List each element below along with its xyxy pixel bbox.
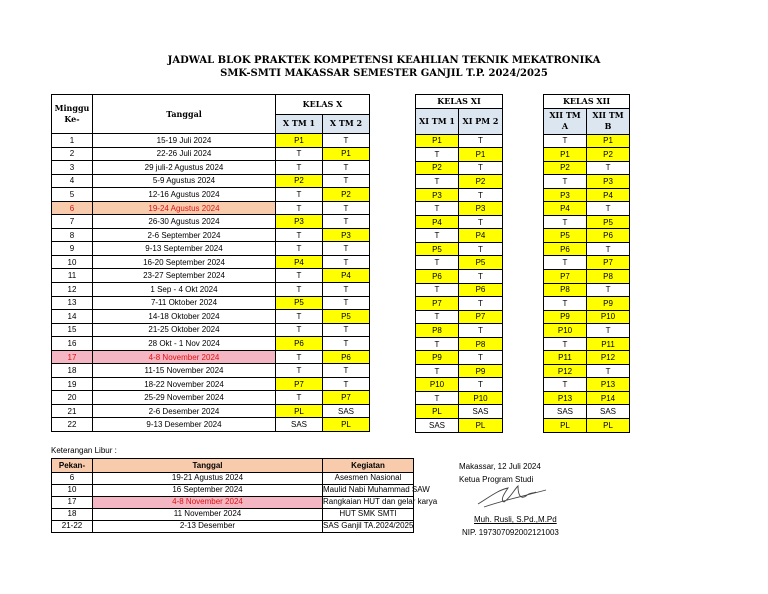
cell-kelas-x: PL bbox=[276, 404, 323, 418]
table-row bbox=[416, 297, 503, 311]
cell-kelas-x: T bbox=[276, 269, 323, 283]
cell-kelas-xii: P8 bbox=[544, 283, 587, 297]
cell-kelas-x: PL bbox=[323, 418, 370, 432]
table-row bbox=[52, 228, 370, 242]
table-row bbox=[52, 377, 370, 391]
table-row bbox=[416, 161, 503, 175]
week-date: 26-30 Agustus 2024 bbox=[93, 215, 276, 229]
cell-kelas-xii: P6 bbox=[587, 229, 630, 243]
cell-kelas-x: T bbox=[323, 134, 370, 148]
cell-kelas-x: P1 bbox=[323, 147, 370, 161]
table-row bbox=[544, 419, 630, 433]
schedule-table-kelas-xi bbox=[415, 94, 503, 433]
header-kelas-x: KELAS X bbox=[276, 95, 370, 115]
cell-kelas-x: T bbox=[276, 161, 323, 175]
table-row bbox=[544, 324, 630, 338]
table-row bbox=[52, 147, 370, 161]
cell-kelas-xii: P13 bbox=[587, 378, 630, 392]
signature-place-date: Makassar, 12 Juli 2024 bbox=[459, 462, 541, 471]
cell-kelas-xi: P6 bbox=[416, 270, 459, 284]
table-row bbox=[544, 202, 630, 216]
table-row bbox=[544, 242, 630, 256]
table-row bbox=[52, 364, 370, 378]
cell-kelas-xii: P9 bbox=[587, 297, 630, 311]
table-row bbox=[416, 148, 503, 162]
cell-kelas-xii: P10 bbox=[587, 310, 630, 324]
table-row bbox=[544, 351, 630, 365]
week-number: 1 bbox=[52, 134, 93, 148]
cell-kelas-x: P6 bbox=[276, 337, 323, 351]
table-row bbox=[544, 378, 630, 392]
table-row bbox=[416, 419, 503, 433]
week-number: 4 bbox=[52, 174, 93, 188]
table-row bbox=[52, 242, 370, 256]
cell-kelas-xi: T bbox=[459, 351, 503, 365]
table-row bbox=[416, 270, 503, 284]
week-date: 12-16 Agustus 2024 bbox=[93, 188, 276, 202]
week-date: 18-22 November 2024 bbox=[93, 377, 276, 391]
cell-kelas-xii: T bbox=[587, 324, 630, 338]
table-row bbox=[52, 188, 370, 202]
table-row bbox=[52, 283, 370, 297]
cell-kelas-xi: T bbox=[416, 391, 459, 405]
cell-kelas-xii: P13 bbox=[544, 391, 587, 405]
table-row bbox=[52, 323, 370, 337]
cell-kelas-xii: P1 bbox=[544, 148, 587, 162]
table-row bbox=[52, 296, 370, 310]
cell-kelas-xii: T bbox=[544, 378, 587, 392]
libur-tgl: 16 September 2024 bbox=[93, 484, 323, 496]
libur-pekan: 17 bbox=[52, 496, 93, 508]
table-row bbox=[52, 520, 414, 532]
week-number: 14 bbox=[52, 310, 93, 324]
libur-kegiatan: Asesmen Nasional bbox=[323, 472, 414, 484]
cell-kelas-x: T bbox=[276, 364, 323, 378]
cell-kelas-x: T bbox=[323, 215, 370, 229]
table-row bbox=[544, 188, 630, 202]
cell-kelas-x: P4 bbox=[323, 269, 370, 283]
cell-kelas-xii: P14 bbox=[587, 391, 630, 405]
cell-kelas-x: SAS bbox=[276, 418, 323, 432]
cell-kelas-xi: P4 bbox=[416, 215, 459, 229]
table-row bbox=[52, 161, 370, 175]
title-line-1: JADWAL BLOK PRAKTEK KOMPETENSI KEAHLIAN TEKNIK MEKATRONIKA bbox=[167, 55, 601, 66]
week-date: 2-6 September 2024 bbox=[93, 228, 276, 242]
cell-kelas-xi: T bbox=[459, 378, 503, 392]
cell-kelas-x: P4 bbox=[276, 255, 323, 269]
cell-kelas-xi: T bbox=[459, 242, 503, 256]
week-number: 12 bbox=[52, 283, 93, 297]
table-row bbox=[416, 175, 503, 189]
cell-kelas-xi: T bbox=[459, 297, 503, 311]
week-number: 22 bbox=[52, 418, 93, 432]
cell-kelas-x: T bbox=[323, 364, 370, 378]
cell-kelas-xi: T bbox=[459, 188, 503, 202]
table-row bbox=[416, 364, 503, 378]
week-number: 16 bbox=[52, 337, 93, 351]
cell-kelas-xi: T bbox=[459, 270, 503, 284]
cell-kelas-x: P5 bbox=[276, 296, 323, 310]
cell-kelas-xi: PL bbox=[416, 405, 459, 419]
week-date: 15-19 Juli 2024 bbox=[93, 134, 276, 148]
cell-kelas-xii: P3 bbox=[544, 188, 587, 202]
cell-kelas-x: T bbox=[276, 350, 323, 364]
table-row bbox=[544, 256, 630, 270]
cell-kelas-x: T bbox=[276, 391, 323, 405]
cell-kelas-xii: P5 bbox=[544, 229, 587, 243]
cell-kelas-xii: P6 bbox=[544, 242, 587, 256]
cell-kelas-x: T bbox=[323, 174, 370, 188]
cell-kelas-x: P3 bbox=[276, 215, 323, 229]
cell-kelas-xi: P3 bbox=[416, 188, 459, 202]
table-row bbox=[544, 134, 630, 148]
table-row bbox=[416, 337, 503, 351]
cell-kelas-xii: P1 bbox=[587, 134, 630, 148]
cell-kelas-xi: P2 bbox=[459, 175, 503, 189]
cell-kelas-xi: P9 bbox=[416, 351, 459, 365]
week-date: 7-11 Oktober 2024 bbox=[93, 296, 276, 310]
table-row bbox=[544, 310, 630, 324]
week-number: 2 bbox=[52, 147, 93, 161]
libur-header-tanggal: Tanggal bbox=[93, 459, 323, 473]
table-row bbox=[52, 215, 370, 229]
week-date: 29 juli-2 Agustus 2024 bbox=[93, 161, 276, 175]
cell-kelas-xi: T bbox=[416, 310, 459, 324]
header-kelas-xi: KELAS XI bbox=[416, 95, 503, 109]
table-row bbox=[544, 161, 630, 175]
week-number: 6 bbox=[52, 201, 93, 215]
cell-kelas-xi: P8 bbox=[416, 324, 459, 338]
table-row bbox=[544, 148, 630, 162]
cell-kelas-xii: P8 bbox=[587, 270, 630, 284]
week-date: 23-27 September 2024 bbox=[93, 269, 276, 283]
cell-kelas-xii: T bbox=[544, 256, 587, 270]
cell-kelas-xii: P7 bbox=[544, 270, 587, 284]
table-row bbox=[544, 405, 630, 419]
week-date: 25-29 November 2024 bbox=[93, 391, 276, 405]
libur-header-pekan: Pekan- bbox=[52, 459, 93, 473]
signature-name: Muh. Rusli, S.Pd.,M.Pd bbox=[474, 515, 557, 524]
table-row bbox=[544, 364, 630, 378]
cell-kelas-xii: T bbox=[587, 364, 630, 378]
cell-kelas-x: T bbox=[323, 283, 370, 297]
cell-kelas-xii: P11 bbox=[587, 337, 630, 351]
cell-kelas-xi: SAS bbox=[416, 419, 459, 433]
week-date: 9-13 Desember 2024 bbox=[93, 418, 276, 432]
table-row bbox=[416, 405, 503, 419]
cell-kelas-xii: T bbox=[587, 161, 630, 175]
table-row bbox=[544, 391, 630, 405]
week-date: 4-8 November 2024 bbox=[93, 350, 276, 364]
cell-kelas-x: P6 bbox=[323, 350, 370, 364]
schedule-table-kelas-xii bbox=[543, 94, 630, 433]
cell-kelas-xii: T bbox=[544, 297, 587, 311]
week-number: 15 bbox=[52, 323, 93, 337]
table-row bbox=[416, 391, 503, 405]
cell-kelas-x: P5 bbox=[323, 310, 370, 324]
cell-kelas-xii: T bbox=[587, 242, 630, 256]
cell-kelas-xi: P7 bbox=[416, 297, 459, 311]
table-row bbox=[544, 175, 630, 189]
table-row bbox=[52, 255, 370, 269]
week-number: 18 bbox=[52, 364, 93, 378]
week-date: 2-6 Desember 2024 bbox=[93, 404, 276, 418]
week-number: 5 bbox=[52, 188, 93, 202]
cell-kelas-xi: T bbox=[416, 337, 459, 351]
table-row bbox=[416, 310, 503, 324]
header-x-tm-2: X TM 2 bbox=[323, 114, 370, 134]
week-number: 10 bbox=[52, 255, 93, 269]
libur-kegiatan: SAS Ganjil TA.2024/2025 bbox=[323, 521, 414, 531]
cell-kelas-xii: P4 bbox=[544, 202, 587, 216]
week-date: 21-25 Oktober 2024 bbox=[93, 323, 276, 337]
cell-kelas-x: T bbox=[323, 296, 370, 310]
table-row bbox=[52, 269, 370, 283]
cell-kelas-x: T bbox=[276, 228, 323, 242]
table-row bbox=[416, 229, 503, 243]
cell-kelas-xii: P7 bbox=[587, 256, 630, 270]
week-number: 17 bbox=[52, 350, 93, 364]
cell-kelas-x: T bbox=[276, 201, 323, 215]
libur-tgl: 11 November 2024 bbox=[93, 508, 323, 520]
cell-kelas-x: T bbox=[276, 188, 323, 202]
cell-kelas-xii: SAS bbox=[544, 405, 587, 419]
cell-kelas-xii: PL bbox=[587, 419, 630, 433]
week-number: 11 bbox=[52, 269, 93, 283]
cell-kelas-x: P2 bbox=[276, 174, 323, 188]
cell-kelas-x: T bbox=[323, 255, 370, 269]
libur-kegiatan: HUT SMK SMTI bbox=[323, 508, 414, 520]
table-row bbox=[52, 174, 370, 188]
cell-kelas-xii: PL bbox=[544, 419, 587, 433]
cell-kelas-x: T bbox=[276, 310, 323, 324]
cell-kelas-x: P7 bbox=[323, 391, 370, 405]
cell-kelas-xii: T bbox=[544, 215, 587, 229]
libur-pekan: 6 bbox=[52, 472, 93, 484]
table-row bbox=[416, 351, 503, 365]
cell-kelas-xi: T bbox=[416, 202, 459, 216]
table-row bbox=[52, 350, 370, 364]
table-row bbox=[544, 215, 630, 229]
week-date: 5-9 Agustus 2024 bbox=[93, 174, 276, 188]
cell-kelas-x: T bbox=[276, 242, 323, 256]
week-date: 22-26 Juli 2024 bbox=[93, 147, 276, 161]
table-row bbox=[52, 484, 414, 496]
table-row bbox=[416, 378, 503, 392]
libur-pekan: 10 bbox=[52, 484, 93, 496]
cell-kelas-x: T bbox=[276, 323, 323, 337]
cell-kelas-x: T bbox=[323, 201, 370, 215]
table-row bbox=[544, 229, 630, 243]
libur-tgl: 2-13 Desember bbox=[93, 520, 323, 532]
table-row bbox=[52, 201, 370, 215]
cell-kelas-xii: P4 bbox=[587, 188, 630, 202]
week-date: 19-24 Agustus 2024 bbox=[93, 201, 276, 215]
cell-kelas-xi: T bbox=[416, 283, 459, 297]
cell-kelas-xii: T bbox=[587, 202, 630, 216]
cell-kelas-xi: PL bbox=[459, 419, 503, 433]
schedule-table-kelas-x bbox=[51, 94, 370, 432]
libur-pekan: 21-22 bbox=[52, 520, 93, 532]
signature-scribble-icon bbox=[474, 480, 554, 510]
cell-kelas-xi: T bbox=[416, 256, 459, 270]
table-row bbox=[416, 134, 503, 148]
week-number: 20 bbox=[52, 391, 93, 405]
cell-kelas-x: P2 bbox=[323, 188, 370, 202]
cell-kelas-xii: T bbox=[587, 283, 630, 297]
week-date: 11-15 November 2024 bbox=[93, 364, 276, 378]
cell-kelas-xi: P10 bbox=[416, 378, 459, 392]
table-row bbox=[52, 337, 370, 351]
table-row bbox=[52, 508, 414, 520]
header-xii-tm-a: XII TM A bbox=[544, 108, 587, 134]
libur-kegiatan: Rangkaian HUT dan gelar karya bbox=[323, 497, 438, 507]
cell-kelas-xi: T bbox=[459, 161, 503, 175]
cell-kelas-xi: T bbox=[416, 148, 459, 162]
cell-kelas-xi: P6 bbox=[459, 283, 503, 297]
cell-kelas-xi: P8 bbox=[459, 337, 503, 351]
cell-kelas-x: P3 bbox=[323, 228, 370, 242]
table-row bbox=[416, 283, 503, 297]
table-row bbox=[544, 297, 630, 311]
week-date: 28 Okt - 1 Nov 2024 bbox=[93, 337, 276, 351]
libur-pekan: 18 bbox=[52, 508, 93, 520]
table-row bbox=[416, 256, 503, 270]
week-date: 9-13 September 2024 bbox=[93, 242, 276, 256]
cell-kelas-x: T bbox=[323, 323, 370, 337]
cell-kelas-xi: P9 bbox=[459, 364, 503, 378]
cell-kelas-xii: P10 bbox=[544, 324, 587, 338]
cell-kelas-x: T bbox=[323, 242, 370, 256]
table-row bbox=[52, 418, 370, 432]
cell-kelas-x: SAS bbox=[323, 404, 370, 418]
header-tanggal: Tanggal bbox=[93, 95, 276, 134]
cell-kelas-x: T bbox=[323, 337, 370, 351]
cell-kelas-x: P7 bbox=[276, 377, 323, 391]
cell-kelas-xii: T bbox=[544, 337, 587, 351]
cell-kelas-x: T bbox=[276, 283, 323, 297]
cell-kelas-xi: SAS bbox=[459, 405, 503, 419]
holiday-table bbox=[51, 458, 438, 533]
signature-role: Ketua Program Studi bbox=[459, 475, 534, 484]
cell-kelas-x: T bbox=[323, 161, 370, 175]
cell-kelas-xi: P10 bbox=[459, 391, 503, 405]
cell-kelas-xii: P9 bbox=[544, 310, 587, 324]
week-number: 13 bbox=[52, 296, 93, 310]
header-minggu: Minggu Ke- bbox=[52, 95, 93, 134]
table-row bbox=[52, 496, 414, 508]
week-number: 3 bbox=[52, 161, 93, 175]
cell-kelas-xi: P3 bbox=[459, 202, 503, 216]
week-number: 19 bbox=[52, 377, 93, 391]
cell-kelas-xi: P5 bbox=[416, 242, 459, 256]
cell-kelas-xii: P12 bbox=[587, 351, 630, 365]
cell-kelas-xii: T bbox=[544, 134, 587, 148]
cell-kelas-x: T bbox=[323, 377, 370, 391]
cell-kelas-xi: T bbox=[459, 215, 503, 229]
table-row bbox=[416, 242, 503, 256]
table-row bbox=[416, 215, 503, 229]
week-date: 14-18 Oktober 2024 bbox=[93, 310, 276, 324]
table-row bbox=[52, 310, 370, 324]
cell-kelas-x: T bbox=[276, 147, 323, 161]
cell-kelas-xi: P1 bbox=[416, 134, 459, 148]
table-row bbox=[544, 270, 630, 284]
cell-kelas-xi: P4 bbox=[459, 229, 503, 243]
cell-kelas-xii: P3 bbox=[587, 175, 630, 189]
cell-kelas-xi: P1 bbox=[459, 148, 503, 162]
title-line-2: SMK-SMTI MAKASSAR SEMESTER GANJIL T.P. 2024/2025 bbox=[220, 68, 548, 79]
table-row bbox=[544, 283, 630, 297]
cell-kelas-xi: T bbox=[459, 134, 503, 148]
libur-tgl: 19-21 Agustus 2024 bbox=[93, 472, 323, 484]
cell-kelas-xi: P2 bbox=[416, 161, 459, 175]
cell-kelas-xii: SAS bbox=[587, 405, 630, 419]
header-x-tm-1: X TM 1 bbox=[276, 114, 323, 134]
table-row bbox=[416, 324, 503, 338]
cell-kelas-xi: T bbox=[459, 324, 503, 338]
cell-kelas-xii: P5 bbox=[587, 215, 630, 229]
cell-kelas-xi: P5 bbox=[459, 256, 503, 270]
header-xi-tm-1: XI TM 1 bbox=[416, 108, 459, 134]
table-row bbox=[416, 188, 503, 202]
cell-kelas-xii: P12 bbox=[544, 364, 587, 378]
cell-kelas-xii: T bbox=[544, 175, 587, 189]
cell-kelas-xii: P2 bbox=[544, 161, 587, 175]
week-date: 16-20 September 2024 bbox=[93, 255, 276, 269]
signature-nip: NIP. 197307092002121003 bbox=[462, 528, 559, 537]
table-row bbox=[416, 202, 503, 216]
header-xi-pm-2: XI PM 2 bbox=[459, 108, 503, 134]
table-row bbox=[52, 391, 370, 405]
cell-kelas-xi: T bbox=[416, 229, 459, 243]
cell-kelas-xii: P2 bbox=[587, 148, 630, 162]
cell-kelas-xi: T bbox=[416, 175, 459, 189]
libur-tgl: 4-8 November 2024 bbox=[93, 496, 323, 508]
week-number: 21 bbox=[52, 404, 93, 418]
table-row bbox=[544, 337, 630, 351]
table-row bbox=[52, 134, 370, 148]
cell-kelas-xii: P11 bbox=[544, 351, 587, 365]
week-number: 7 bbox=[52, 215, 93, 229]
libur-kegiatan: Maulid Nabi Muhammad SAW bbox=[323, 485, 430, 495]
table-row bbox=[52, 472, 414, 484]
libur-header-kegiatan: Kegiatan bbox=[323, 459, 414, 473]
cell-kelas-xi: T bbox=[416, 364, 459, 378]
week-date: 1 Sep - 4 Okt 2024 bbox=[93, 283, 276, 297]
table-row bbox=[52, 404, 370, 418]
week-number: 8 bbox=[52, 228, 93, 242]
header-xii-tm-b: XII TM B bbox=[587, 108, 630, 134]
week-number: 9 bbox=[52, 242, 93, 256]
cell-kelas-x: P1 bbox=[276, 134, 323, 148]
keterangan-libur-label: Keterangan Libur : bbox=[51, 446, 117, 455]
cell-kelas-xi: P7 bbox=[459, 310, 503, 324]
header-kelas-xii: KELAS XII bbox=[544, 95, 630, 109]
